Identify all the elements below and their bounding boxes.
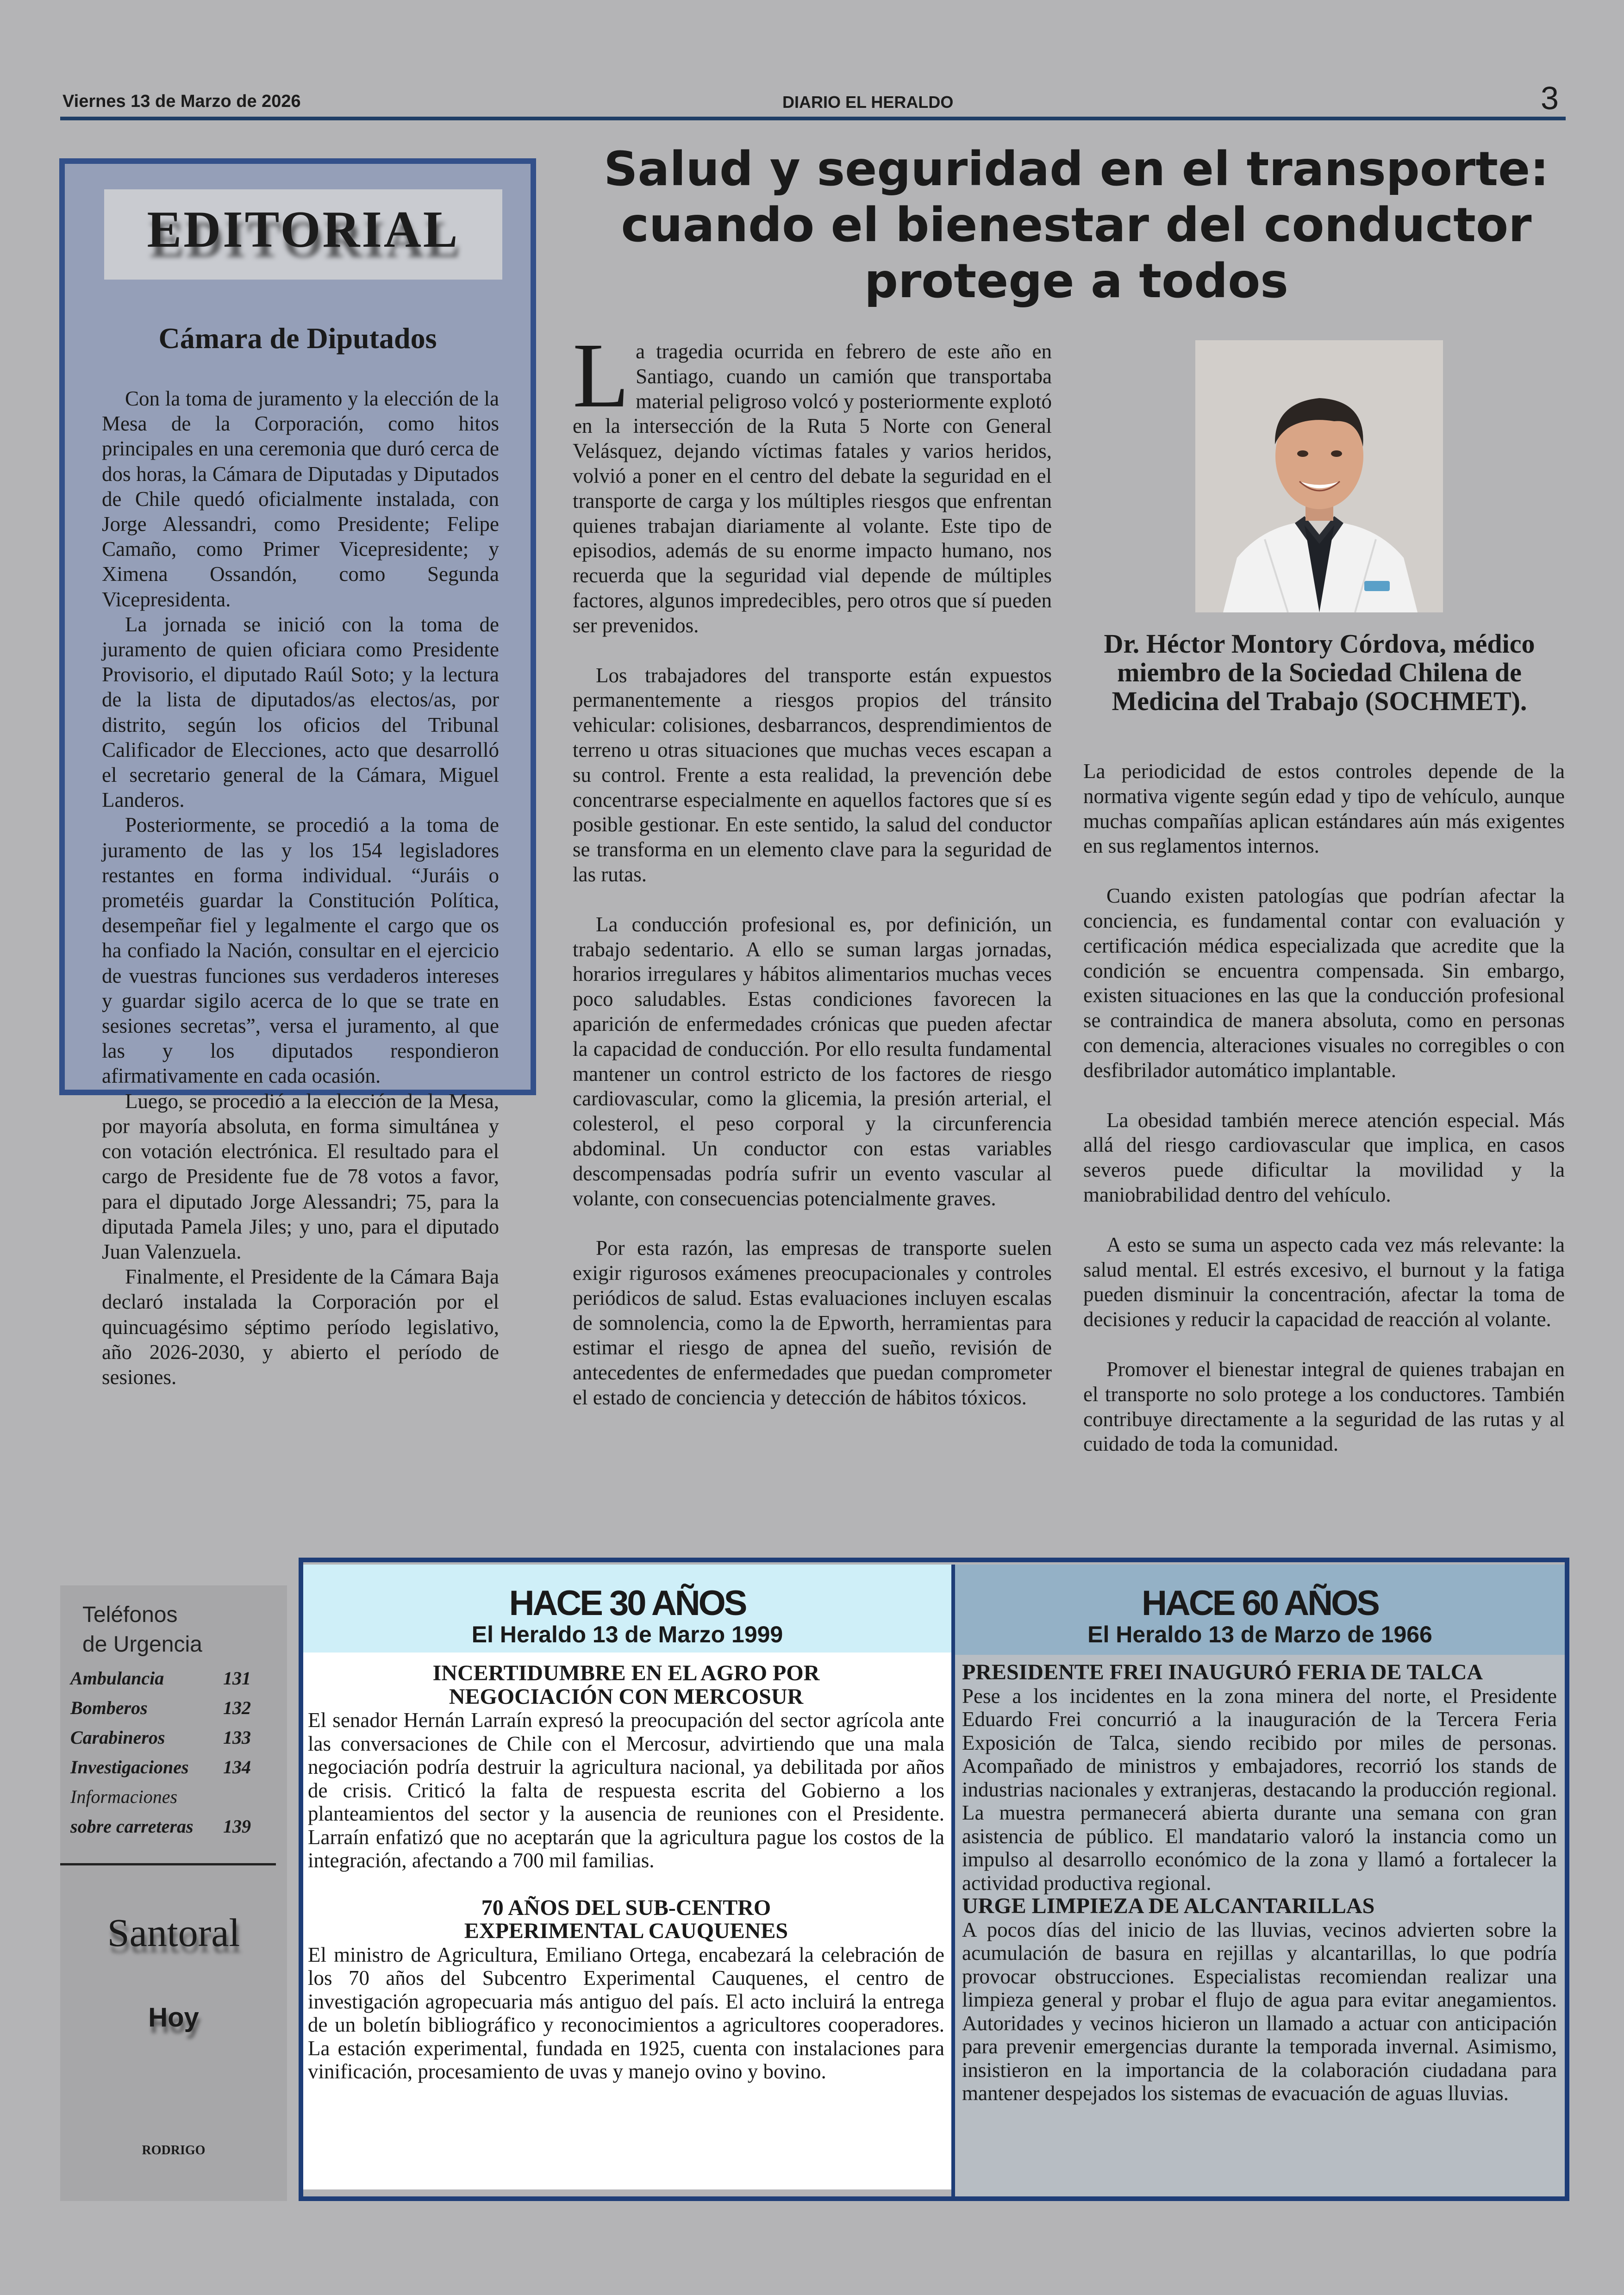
emergency-item-investigaciones: Investigaciones 134 [70,1757,251,1777]
emergency-phones-title: Teléfonos de Urgencia [82,1603,202,1657]
story-text: A pocos días del inicio de las lluvias, vecinos advierten sobre la acumulación de basura en rejillas y alcantarillas, lo que podría provocar obstrucciones. Especialistas recomiendan realizar una limpieza general y probar el flujo de agua para evitar anegamientos. Autoridades y vecinos hicieron un llamado a actuar con anticipación para prevenir emergencias durante la temporada invernal. Asimismo, insistieron en la importancia de la colaboración ciudadana para mantener despejados los sistemas de evacuación de aguas lluvias. [962,1918,1557,2105]
page-number: 3 [1541,80,1559,116]
editorial-title: EDITORIAL [147,201,460,258]
editorial-subtitle: Cámara de Diputados [158,322,437,355]
article-paragraph: Cuando existen patologías que podrían afectar la conciencia, es fundamental contar con evaluación y certificación médica especializada que acredite que la condición se encuentra compensada. Sin embargo, existen situaciones en las que la conducción profesional se contraindica de manera absoluta, como en personas con demencia, alteraciones visuales no corregibles o con desfibrilador automático implantable. [1083,884,1565,1082]
editorial-title-box [104,189,502,280]
article-headline: Salud y seguridad en el transporte: cuando el bienestar del conductor protege a todos [604,142,1549,309]
article-paragraph: Por esta razón, las empresas de transporte suelen exigir rigurosos exámenes preocupacionales y controles periódicos de salud. Estas evaluaciones incluyen escalas de somnolencia, como la de Epworth, herramientas para estimar el riesgo de apnea del sueño, revisión de antecedentes de enfermedades que puedan comprometer el estado de conciencia y detección de hábitos tóxicos. [573,1236,1052,1409]
emergency-item-carabineros: Carabineros 133 [70,1727,251,1748]
santoral-today: Hoy [148,2002,199,2033]
header-date: Viernes 13 de Marzo de 2026 [62,92,301,111]
article-column-1 [573,324,1052,1435]
editorial-paragraph: Luego, se procedió a la elección de la Mesa, por mayoría absoluta, en forma simultánea y con votación electrónica. El resultado para el cargo de Presidente fue de 78 votos a favor, para el diputado Jorge Alessandri; 75, para la diputada Pamela Jiles; y uno, para el diputado Juan Valenzuela. [102,1089,499,1263]
sidebar-box [60,1585,287,2201]
editorial-paragraph: Posteriormente, se procedió a la toma de juramento de las y los 154 legisladores restantes en forma individual. “Juráis o prometéis guardar la Constitución Política, desempeñar fiel y legalmente el cargo que os ha confiado la Nación, consultar en el ejercicio de vuestras funciones sus verdaderos intereses y guardar sigilo acerca de lo que se trate en sesiones secretas”, versa el juramento, al que las y los diputados respondieron afirmativamente en cada ocasión. [102,813,499,1088]
article-paragraph: La obesidad también merece atención especial. Más allá del riesgo cardiovascular que implica, en casos severos puede dificultar la movilidad y la maniobrabilidad dentro del vehículo. [1083,1108,1565,1206]
article-paragraph: Los trabajadores del transporte están expuestos permanentemente a riesgos propios del tránsito vehicular: colisiones, desbarrancos, desprendimientos de terreno u otras situaciones que muchas veces escapan a su control. Frente a esta realidad, la prevención debe concentrarse especialmente en aquellos factores que sí es posible gestionar. En este sentido, la salud del conductor se transforma en un elemento clave para la seguridad de las rutas. [573,663,1052,886]
hace-30-title: HACE 30 AÑOS [509,1584,746,1623]
drop-cap: L [573,324,630,427]
article-paragraph: A esto se suma un aspecto cada vez más relevante: la salud mental. El estrés excesivo, el burnout y la fatiga pueden disminuir la concentración, afectar la toma de decisiones y reducir la capacidad de reacción al volante. [1083,1233,1565,1331]
article-paragraph: Promover el bienestar integral de quienes trabajan en el transporte no solo protege a los conductores. También contribuye directamente a la seguridad de las rutas y al cuidado de toda la comunidad. [1083,1357,1565,1456]
story-text: El ministro de Agricultura, Emiliano Ortega, encabezará la celebración de los 70 años del Subcentro Experimental Cauquenes, el centro de investigación agropecuaria más antiguo del país. El acto incluirá la entrega de un boletín bibliográfico y reconocimientos a agricultores cooperadores. La estación experimental, fundada en 1925, cuenta con instalaciones para vinificación, procesamiento de uvas y manejo ovino y bovino. [308,1943,944,2083]
story-headline: 70 AÑOS DEL SUB-CENTRO EXPERIMENTAL CAUQUENES [464,1895,788,1943]
editorial-paragraph: Finalmente, el Presidente de la Cámara Baja declaró instalada la Corporación por el quincuagésimo séptimo período legislativo, año 2026-2030, y abierto el período de sesiones. [102,1265,499,1389]
editorial-box [59,158,536,1389]
emergency-item-bomberos: Bomberos 132 [70,1697,251,1718]
hace-30-subtitle: El Heraldo 13 de Marzo 1999 [471,1621,783,1647]
editorial-body [102,386,499,1390]
emergency-item-ambulancia: Ambulancia 131 [70,1668,251,1689]
author-photo [1195,340,1443,612]
newspaper-name: DIARIO EL HERALDO [782,93,954,112]
header-rule [60,117,1566,120]
editorial-paragraph: La jornada se inició con la toma de juramento de quien oficiara como Presidente Provisorio, el diputado Raúl Soto; y la lectura de la lista de diputados/as electos/as, por distrito, según los oficios del Tribunal Calificador de Elecciones, acto que desarrolló el secretario general de la Cámara, Miguel Landeros. [102,612,499,812]
article-paragraph: La tragedia ocurrida en febrero de este año en Santiago, cuando un camión que transportaba material peligroso volcó y posteriormente explotó en la intersección de la Ruta 5 Norte con General Velásquez, dejando víctimas fatales y varios heridos, volvió a poner en el centro del debate la seguridad en el transporte de carga y los múltiples riesgos que enfrentan quienes trabajan diariamente al volante. Este tipo de episodios, además de su enorme impacto humano, nos recuerda que la seguridad vial depende de múltiples factores, algunos impredecibles, pero otros que sí pueden ser prevenidos. [573,324,1052,637]
story-headline: PRESIDENTE FREI INAUGURÓ FERIA DE TALCA [962,1660,1483,1684]
history-frame [299,1558,1569,2201]
emergency-item-carreteras: sobre carreteras 139 [70,1816,251,1837]
article-paragraph: La periodicidad de estos controles depende de la normativa vigente según edad y tipo de vehículo, aunque muchas compañías aplican estándares aún más exigentes en sus reglamentos internos. [1083,760,1565,858]
story-text: El senador Hernán Larraín expresó la preocupación del sector agrícola ante las conversaciones de Chile con el Mercosur, advirtiendo que una mala negociación podría destruir la agricultura nacional, ya debilitada por años de crisis. Criticó la falta de respuesta escrita del Gobierno a los planteamientos del sector y la ausencia de reuniones con el Presidente. Larraín enfatizó que no aceptarán que la agricultura pague los costos de la integración, afectando a 700 mil familias. [308,1709,944,1872]
sidebar-divider [60,1863,276,1865]
santoral-saint: RODRIGO [142,2143,206,2158]
hace-60-title: HACE 60 AÑOS [1142,1584,1378,1623]
hace-60-subtitle: El Heraldo 13 de Marzo de 1966 [1087,1621,1432,1647]
story-headline: INCERTIDUMBRE EN EL AGRO POR NEGOCIACIÓN CON MERCOSUR [432,1661,820,1709]
emergency-info-line: Informaciones [70,1786,178,1807]
article-paragraph: La conducción profesional es, por definición, un trabajo sedentario. A ello se suman largas jornadas, horarios irregulares y hábitos alimentarios muchas veces poco saludables. Estas condiciones favorecen la aparición de enfermedades crónicas que pueden afectar la capacidad de conducción. Por ello resulta fundamental mantener un control estricto de los factores de riesgo cardiovascular, como la glicemia, la presión arterial, el colesterol, el peso corporal y la circunferencia abdominal. Un conductor con estas variables descompensadas podría sufrir un evento vascular al volante, con consecuencias potencialmente graves. [573,912,1052,1210]
story-text: Pese a los incidentes en la zona minera del norte, el Presidente Eduardo Frei concurrió a la inauguración de la Tercera Feria Exposición de Talca, siendo recibido por miles de personas. Acompañado de ministros y embajadores, recorrió los stands de industrias nacionales y extranjeras, destacando la producción regional. La muestra permanecerá abierta durante una semana con gran asistencia de público. El mandatario valoró la instancia como un impulso al desarrollo económico de la zona y llamó a fortalecer la actividad productiva regional. [962,1684,1557,1895]
article-column-2 [1083,759,1565,1482]
story-headline: URGE LIMPIEZA DE ALCANTARILLAS [962,1894,1375,1918]
photo-caption: Dr. Héctor Montory Córdova, médico miembro de la Sociedad Chilena de Medicina del Trabajo (SOCHMET). [1104,629,1535,716]
editorial-paragraph: Con la toma de juramento y la elección de la Mesa de la Corporación, como hitos principales en una ceremonia que duró cerca de dos horas, la Cámara de Diputadas y Diputados de Chile quedó oficialmente instalada, con Jorge Alessandri, como Presidente; Felipe Camaño, como Primer Vicepresidente; y Ximena Ossandón, como Segunda Vicepresidenta. [102,387,499,611]
santoral-title: Santoral [107,1910,240,1955]
